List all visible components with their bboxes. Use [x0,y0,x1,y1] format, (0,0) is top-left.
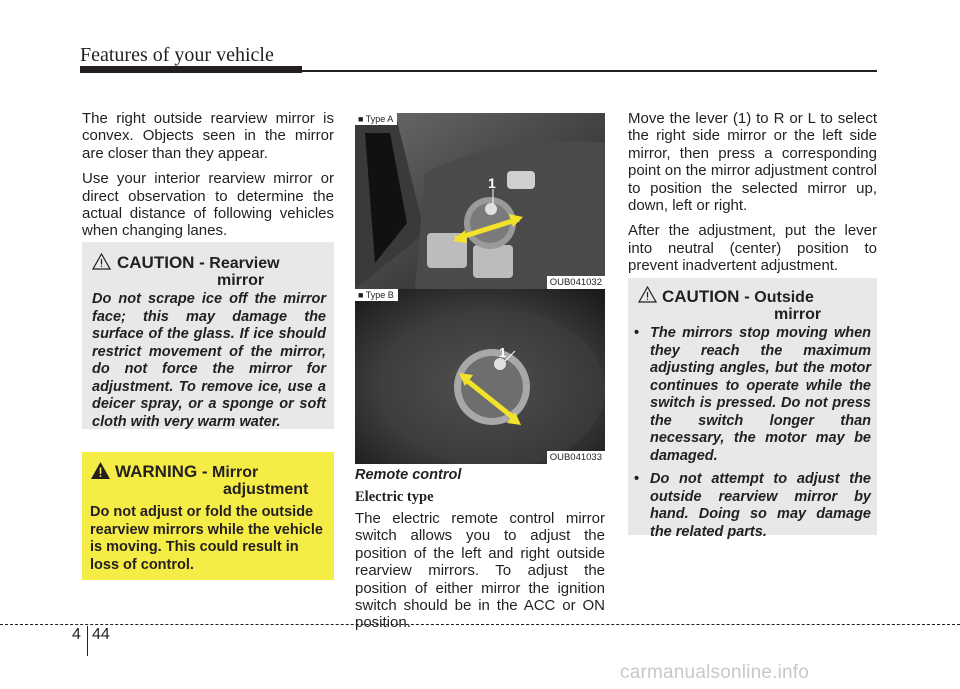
caution-label: CAUTION - [117,253,205,272]
paragraph: After the adjustment, put the lever into neutral (center) position to prevent inadvertent adjustment. [628,222,877,275]
figure-callout: 1 [499,345,507,360]
figure-code: OUB041033 [547,451,605,464]
caution-heading [662,288,872,323]
caution-heading [117,254,327,289]
paragraph: Move the lever (1) to R or L to select the right side mirror or the left side mirror, then press a corresponding point on the mirror adjustment control to position the selected mirror up, down, left or right. [628,110,877,215]
watermark: carmanualsonline.info [620,662,810,683]
caution-box-outside-mirror [628,278,877,540]
warning-box-mirror-adjustment [82,452,334,580]
bullet-item: • Do not attempt to adjust the outside rearview mirror by hand. Doing so may damage the related parts. [628,471,871,541]
middle-column-text [355,510,605,640]
paragraph: The electric remote control mirror switch allows you to adjust the position of the left and right outside rearview mirrors. To adjust the position of either mirror the ignition switch should be in the ACC or ON position. [355,510,605,632]
caution-subject-cont: mirror [774,306,822,323]
paragraph: The right outside rearview mirror is convex. Objects seen in the mirror are closer than they appear. [82,110,334,162]
caution-subject: Outside [754,289,814,306]
page-number: 44 [92,626,110,643]
caution-triangle-icon [638,286,657,303]
figure-type-label: ■ Type A [355,113,397,125]
warning-subject: Mirror [212,464,259,481]
header-rule [80,66,302,73]
mirror-switch-type-a-illustration [355,113,605,289]
footer-rule [0,624,960,625]
mirror-switch-type-b-illustration [355,289,605,464]
caution-label: CAUTION - [662,287,750,306]
figure-type-label: ■ Type B [355,289,398,301]
figure-type-b [355,289,605,464]
sub-heading: Electric type [355,489,434,505]
page-number-divider [87,626,88,656]
header-rule-thin [302,70,877,72]
warning-subject-cont: adjustment [223,481,309,498]
paragraph: Use your interior rearview mirror or direct observation to determine the actual distance of following vehicles when changing lanes. [82,170,334,240]
right-column-text [628,110,877,283]
warning-label: WARNING - [115,462,208,481]
page-header-title: Features of your vehicle [80,44,274,66]
caution-subject: Rearview [209,255,280,272]
warning-body: Do not adjust or fold the outside rearview mirrors while the vehicle is moving. This could result in loss of control. [90,504,323,573]
caution-box-rearview [82,242,334,429]
section-heading: Remote control [355,467,462,483]
caution-triangle-icon [92,253,111,270]
caution-subject-cont: mirror [217,272,265,289]
figure-code: OUB041032 [547,276,605,289]
figure-callout: 1 [488,175,496,191]
warning-heading [115,463,330,498]
caution-bullets [628,325,871,547]
caution-body: Do not scrape ice off the mirror face; this may damage the surface of the glass. If ice should restrict movement of the mirror, do not force the mirror for adjustment. To remove ice, use a deicer spray, or a sponge or soft cloth with very warm water. [92,291,326,430]
warning-triangle-icon [90,461,111,480]
bullet-item: • The mirrors stop moving when they reach the maximum adjusting angles, but the motor continues to operate while the switch is pressed. Do not press the switch longer than necessary, the motor may be damaged. [628,325,871,465]
left-column-text [82,110,334,248]
chapter-number: 4 [72,626,81,643]
figure-type-a [355,113,605,289]
